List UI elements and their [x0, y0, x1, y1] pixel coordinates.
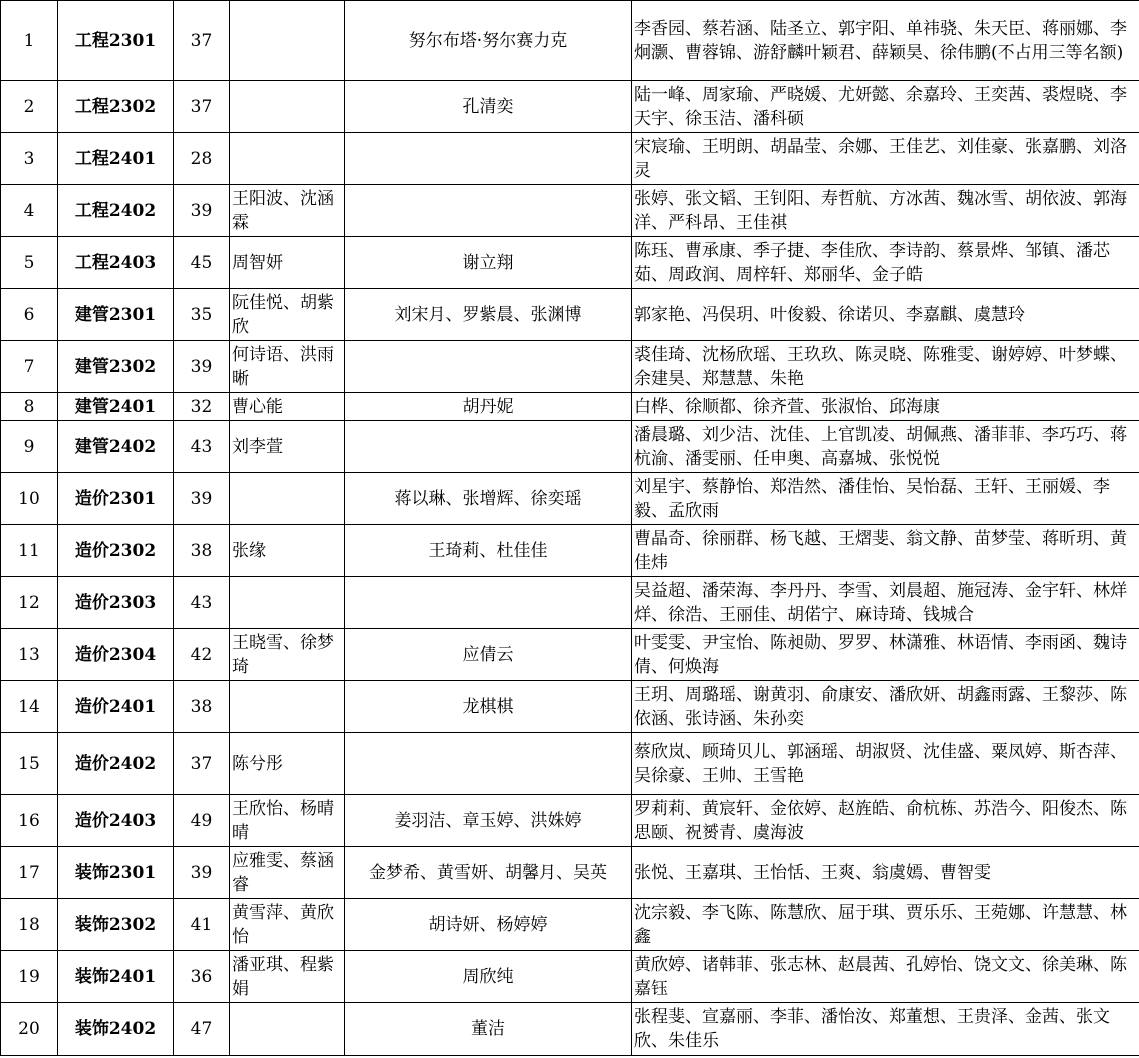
- row-number: 10: [1, 473, 58, 525]
- column-6-names: 张悦、王嘉琪、王怡恬、王爽、翁虞嫣、曹智雯: [632, 847, 1139, 899]
- student-count: 45: [174, 237, 230, 289]
- column-5-names: 董洁: [345, 1003, 632, 1056]
- table-row: [1, 237, 1139, 289]
- class-name: 装饰2302: [58, 899, 174, 951]
- column-6-names: 郭家艳、冯俣玥、叶俊毅、徐诺贝、李嘉麒、虞慧玲: [632, 289, 1139, 341]
- column-5-names: 胡丹妮: [345, 393, 632, 421]
- table-row: [1, 577, 1139, 629]
- column-5-names: 刘宋月、罗紫晨、张渊博: [345, 289, 632, 341]
- row-number: 13: [1, 629, 58, 681]
- row-number: 15: [1, 733, 58, 795]
- table-row: [1, 681, 1139, 733]
- column-6-names: 张婷、张文韬、王钊阳、寿哲航、方冰茜、魏冰雪、胡依波、郭海洋、严科昂、王佳祺: [632, 185, 1139, 237]
- class-name: 造价2303: [58, 577, 174, 629]
- student-count: 28: [174, 133, 230, 185]
- column-4-names: 应雅雯、蔡涵睿: [230, 847, 345, 899]
- column-5-names: 王琦莉、杜佳佳: [345, 525, 632, 577]
- column-6-names: 白桦、徐顺都、徐齐萱、张淑怡、邱海康: [632, 393, 1139, 421]
- column-4-names: 阮佳悦、胡紫欣: [230, 289, 345, 341]
- student-count: 43: [174, 421, 230, 473]
- table-row: [1, 341, 1139, 393]
- column-6-names: 陈珏、曹承康、季子捷、李佳欣、李诗韵、蔡景烨、邹镇、潘芯茹、周政润、周梓轩、郑丽华、金子皓: [632, 237, 1139, 289]
- class-name: 建管2301: [58, 289, 174, 341]
- row-number: 9: [1, 421, 58, 473]
- class-name: 工程2402: [58, 185, 174, 237]
- column-4-names: 王晓雪、徐梦琦: [230, 629, 345, 681]
- student-count: 39: [174, 473, 230, 525]
- column-6-names: 张程斐、宣嘉丽、李菲、潘怡汝、郑董想、王贵泽、金茜、张文欣、朱佳乐: [632, 1003, 1139, 1056]
- column-6-names: 蔡欣岚、顾琦贝儿、郭涵瑶、胡淑贤、沈佳盛、粟凤婷、斯杏萍、吴徐豪、王帅、王雪艳: [632, 733, 1139, 795]
- column-5-names: 努尔布塔·努尔赛力克: [345, 1, 632, 81]
- row-number: 17: [1, 847, 58, 899]
- row-number: 3: [1, 133, 58, 185]
- column-4-names: 曹心能: [230, 393, 345, 421]
- column-5-names: [345, 341, 632, 393]
- table-row: [1, 81, 1139, 133]
- table-row: [1, 185, 1139, 237]
- column-5-names: 周欣纯: [345, 951, 632, 1003]
- class-name: 造价2302: [58, 525, 174, 577]
- column-6-names: 黄欣婷、诸韩菲、张志林、赵晨茜、孔婷怡、饶文文、徐美琳、陈嘉钰: [632, 951, 1139, 1003]
- column-4-names: [230, 577, 345, 629]
- table-row: [1, 795, 1139, 847]
- table-body: [1, 1, 1139, 1056]
- student-count: 43: [174, 577, 230, 629]
- column-4-names: [230, 681, 345, 733]
- column-6-names: 潘晨璐、刘少洁、沈佳、上官凯凌、胡佩燕、潘菲菲、李巧巧、蒋杭渝、潘雯丽、任申奥、高嘉城、张悦悦: [632, 421, 1139, 473]
- row-number: 8: [1, 393, 58, 421]
- student-count: 47: [174, 1003, 230, 1056]
- class-name: 造价2402: [58, 733, 174, 795]
- student-count: 38: [174, 681, 230, 733]
- row-number: 4: [1, 185, 58, 237]
- table-row: [1, 393, 1139, 421]
- row-number: 18: [1, 899, 58, 951]
- table-row: [1, 525, 1139, 577]
- student-count: 39: [174, 185, 230, 237]
- student-count: 35: [174, 289, 230, 341]
- row-number: 19: [1, 951, 58, 1003]
- column-6-names: 叶雯雯、尹宝怡、陈昶勋、罗罗、林潇雅、林语情、李雨函、魏诗倩、何焕海: [632, 629, 1139, 681]
- table-row: [1, 421, 1139, 473]
- column-5-names: [345, 185, 632, 237]
- table-row: [1, 473, 1139, 525]
- column-4-names: [230, 1, 345, 81]
- class-name: 工程2401: [58, 133, 174, 185]
- column-4-names: 何诗语、洪雨晰: [230, 341, 345, 393]
- column-4-names: 周智妍: [230, 237, 345, 289]
- column-6-names: 刘星宇、蔡静怡、郑浩然、潘佳怡、吴怡磊、王轩、王丽媛、李毅、孟欣雨: [632, 473, 1139, 525]
- table-row: [1, 629, 1139, 681]
- class-name: 建管2402: [58, 421, 174, 473]
- column-4-names: 陈兮彤: [230, 733, 345, 795]
- table-row: [1, 899, 1139, 951]
- column-6-names: 陆一峰、周家瑜、严晓媛、尤妍懿、余嘉玲、王奕茜、裘煜晓、李天宇、徐玉洁、潘科硕: [632, 81, 1139, 133]
- table-row: [1, 1, 1139, 81]
- table-row: [1, 951, 1139, 1003]
- class-name: 工程2301: [58, 1, 174, 81]
- column-6-names: 罗莉莉、黄宸轩、金依婷、赵旌皓、俞杭栋、苏浩今、阳俊杰、陈思颐、祝赟青、虞海波: [632, 795, 1139, 847]
- student-count: 39: [174, 847, 230, 899]
- row-number: 14: [1, 681, 58, 733]
- class-name: 造价2403: [58, 795, 174, 847]
- student-count: 42: [174, 629, 230, 681]
- column-4-names: 王阳波、沈涵霖: [230, 185, 345, 237]
- class-name: 造价2304: [58, 629, 174, 681]
- column-5-names: [345, 133, 632, 185]
- table-row: [1, 133, 1139, 185]
- column-6-names: 沈宗毅、李飞陈、陈慧欣、屈于琪、贾乐乐、王菀娜、许慧慧、林鑫: [632, 899, 1139, 951]
- row-number: 6: [1, 289, 58, 341]
- column-4-names: 张缘: [230, 525, 345, 577]
- column-4-names: [230, 81, 345, 133]
- student-count: 39: [174, 341, 230, 393]
- column-5-names: [345, 421, 632, 473]
- student-count: 37: [174, 1, 230, 81]
- row-number: 5: [1, 237, 58, 289]
- row-number: 7: [1, 341, 58, 393]
- column-6-names: 裘佳琦、沈杨欣瑶、王玖玖、陈灵晓、陈雅雯、谢婷婷、叶梦蝶、余建昊、郑慧慧、朱艳: [632, 341, 1139, 393]
- student-count: 37: [174, 733, 230, 795]
- column-5-names: 孔清奕: [345, 81, 632, 133]
- student-count: 49: [174, 795, 230, 847]
- column-5-names: 蒋以琳、张增辉、徐奕瑶: [345, 473, 632, 525]
- column-4-names: 潘亚琪、程紫娟: [230, 951, 345, 1003]
- column-4-names: [230, 473, 345, 525]
- student-count: 38: [174, 525, 230, 577]
- column-5-names: 谢立翔: [345, 237, 632, 289]
- class-name: 装饰2301: [58, 847, 174, 899]
- column-6-names: 曹晶奇、徐丽群、杨飞越、王熠斐、翁文静、苗梦莹、蒋昕玥、黄佳炜: [632, 525, 1139, 577]
- student-count: 37: [174, 81, 230, 133]
- column-5-names: [345, 577, 632, 629]
- column-4-names: [230, 133, 345, 185]
- row-number: 16: [1, 795, 58, 847]
- class-name: 造价2301: [58, 473, 174, 525]
- row-number: 20: [1, 1003, 58, 1056]
- student-count: 32: [174, 393, 230, 421]
- class-name: 建管2302: [58, 341, 174, 393]
- column-4-names: 王欣怡、杨晴晴: [230, 795, 345, 847]
- column-5-names: [345, 733, 632, 795]
- class-name: 工程2302: [58, 81, 174, 133]
- class-name: 造价2401: [58, 681, 174, 733]
- column-6-names: 吴益超、潘荣海、李丹丹、李雪、刘晨超、施冠涛、金宇轩、林烊烊、徐浩、王丽佳、胡偌宁、麻诗琦、钱城合: [632, 577, 1139, 629]
- table-row: [1, 847, 1139, 899]
- column-6-names: 宋宸瑜、王明朗、胡晶莹、余娜、王佳艺、刘佳豪、张嘉鹏、刘洛灵: [632, 133, 1139, 185]
- table-row: [1, 289, 1139, 341]
- class-name: 装饰2401: [58, 951, 174, 1003]
- row-number: 1: [1, 1, 58, 81]
- class-name: 建管2401: [58, 393, 174, 421]
- column-5-names: 胡诗妍、杨婷婷: [345, 899, 632, 951]
- row-number: 11: [1, 525, 58, 577]
- column-6-names: 李香园、蔡若涵、陆圣立、郭宇阳、单祎骁、朱天臣、蒋丽娜、李炯灏、曹蓉锦、游舒麟叶颖君、薛颖昊、徐伟鹏(不占用三等名额): [632, 1, 1139, 81]
- row-number: 2: [1, 81, 58, 133]
- column-5-names: 金梦希、黄雪妍、胡馨月、吴英: [345, 847, 632, 899]
- student-count: 36: [174, 951, 230, 1003]
- column-6-names: 王玥、周璐瑶、谢黄羽、俞康安、潘欣妍、胡鑫雨露、王黎莎、陈依涵、张诗涵、朱孙奕: [632, 681, 1139, 733]
- column-5-names: 应倩云: [345, 629, 632, 681]
- column-5-names: 龙棋棋: [345, 681, 632, 733]
- column-4-names: 刘李萱: [230, 421, 345, 473]
- class-name: 工程2403: [58, 237, 174, 289]
- row-number: 12: [1, 577, 58, 629]
- table-row: [1, 733, 1139, 795]
- class-name: 装饰2402: [58, 1003, 174, 1056]
- column-5-names: 姜羽洁、章玉婷、洪姝婷: [345, 795, 632, 847]
- table-row: [1, 1003, 1139, 1056]
- student-count: 41: [174, 899, 230, 951]
- column-4-names: 黄雪萍、黄欣怡: [230, 899, 345, 951]
- column-4-names: [230, 1003, 345, 1056]
